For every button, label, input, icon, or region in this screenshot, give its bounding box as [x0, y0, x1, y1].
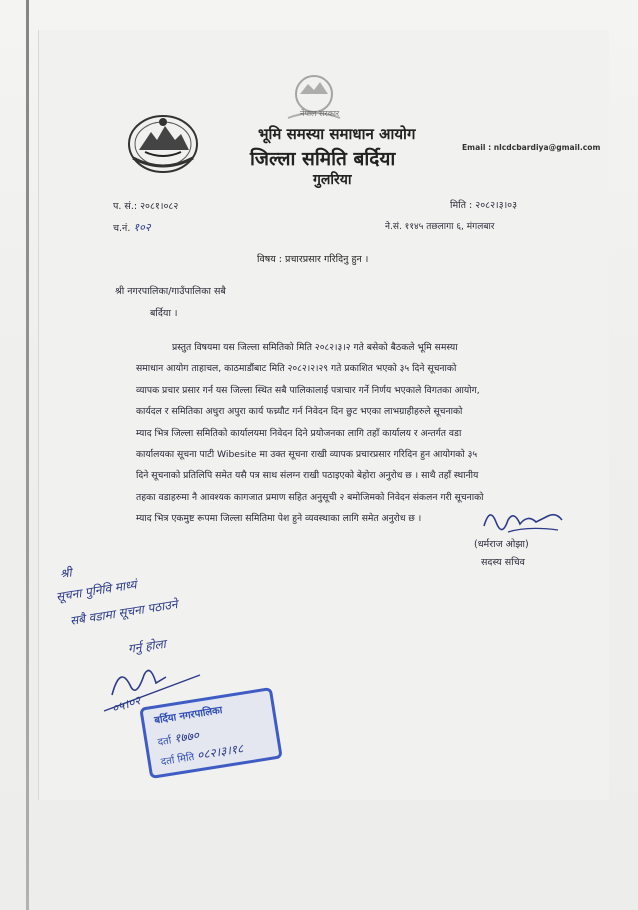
- body-line: कार्यालयका सूचना पाटी Wibesite मा उक्त सूचना राखी व्यापक प्रचारप्रसार गरिदिन हुन आयोगको ३५: [136, 449, 478, 461]
- signatory-name: (धर्मराज ओझा): [474, 539, 529, 550]
- stamp-reg-date: दर्ता मिति ०८२।३।१८: [160, 741, 245, 769]
- office-title-line1: भूमि समस्या समाधान आयोग: [258, 125, 416, 143]
- body-line: तहका वडाहरुमा नै आवश्यक कागजात प्रमाण सहित अनुसूची २ बमोजिमको निवेदन संकलन गरी सूचनाको: [136, 491, 484, 503]
- cn-line: च.नं. १०२: [113, 221, 151, 234]
- stamp-reg-no: दर्ता १७७०: [157, 728, 201, 749]
- addressee-line2: बर्दिया ।: [150, 308, 178, 319]
- body-line: प्रस्तुत विषयमा यस जिल्ला समितिको मिति २०८२।३।२ गते बसेको बैठकले भूमि समस्या: [172, 342, 458, 353]
- office-email: Email : nlcdcbardiya@gmail.com: [462, 143, 601, 152]
- nepal-era-date: ने.सं. ११४५ तछलागा ६, मंगलबार: [385, 222, 495, 232]
- stamp-office: बर्दिया नगरपालिका: [153, 705, 224, 727]
- ps-line: प. सं.: २०८१।०८२: [113, 201, 179, 212]
- signatory-title: सदस्य सचिव: [481, 557, 525, 568]
- handnote-line2: सूचना पुनिवि माध्यं: [54, 577, 138, 604]
- body-line: म्याद भित्र एकमुष्ट रूपमा जिल्ला समितिमा पेश हुने व्यवस्थाका लागि समेत अनुरोध छ ।: [136, 513, 422, 525]
- handnote-line1: श्री: [59, 565, 73, 581]
- handnote-date: ०५।०२: [109, 693, 143, 716]
- binding-edge: [26, 0, 29, 910]
- body-line: दिने सूचनाको प्रतिलिपि समेत यसै पत्र साथ संलग्न राखी पठाइएको बेहोरा अनुरोध छ । साथै तहाँ स्थानीय: [136, 470, 479, 482]
- body-line: म्याद भित्र जिल्ला समितिको कार्यालयमा निवेदन दिने प्रयोजनका लागि तहाँ कार्यालय र अन्तर्गत वडा: [136, 427, 462, 439]
- nepal-emblem-icon: [125, 112, 201, 174]
- handnote-line4: गर्नु होला: [127, 636, 167, 656]
- handnote-line3: सबै वडामा सूचना पठाउने: [68, 597, 179, 628]
- body-line: व्यापक प्रचार प्रसार गर्न यस जिल्ला स्थित सबै पालिकालाई पत्राचार गर्ने निर्णय भएकाले विगतका आयोग,: [136, 384, 480, 396]
- body-line: समाधान आयोग ताहाचल, काठमाडौंबाट मिति २०८२।२।२९ गते प्रकाशित भएको ३५ दिने सूचनाको: [136, 363, 457, 375]
- addressee-line1: श्री नगरपालिका/गाउँपालिका सबै: [115, 286, 226, 297]
- signature-scribble-icon: [478, 500, 568, 540]
- office-title-line2: जिल्ला समिति बर्दिया: [250, 148, 396, 170]
- date-line: मिति : २०८२।३।०३: [450, 200, 518, 211]
- faint-stamp-text: नेपाल सरकार: [300, 109, 340, 118]
- subject-line: विषय : प्रचारप्रसार गरिदिनु हुन ।: [257, 254, 369, 265]
- faint-seal-icon: [268, 72, 360, 132]
- body-line: कार्यदल र समितिका अधुरा अपुरा कार्य फच्र्यौट गर्न निवेदन दिन छुट भएका लाभग्राहीहरुले सूचनाको: [136, 406, 463, 418]
- office-title-line3: गुलरिया: [313, 172, 352, 188]
